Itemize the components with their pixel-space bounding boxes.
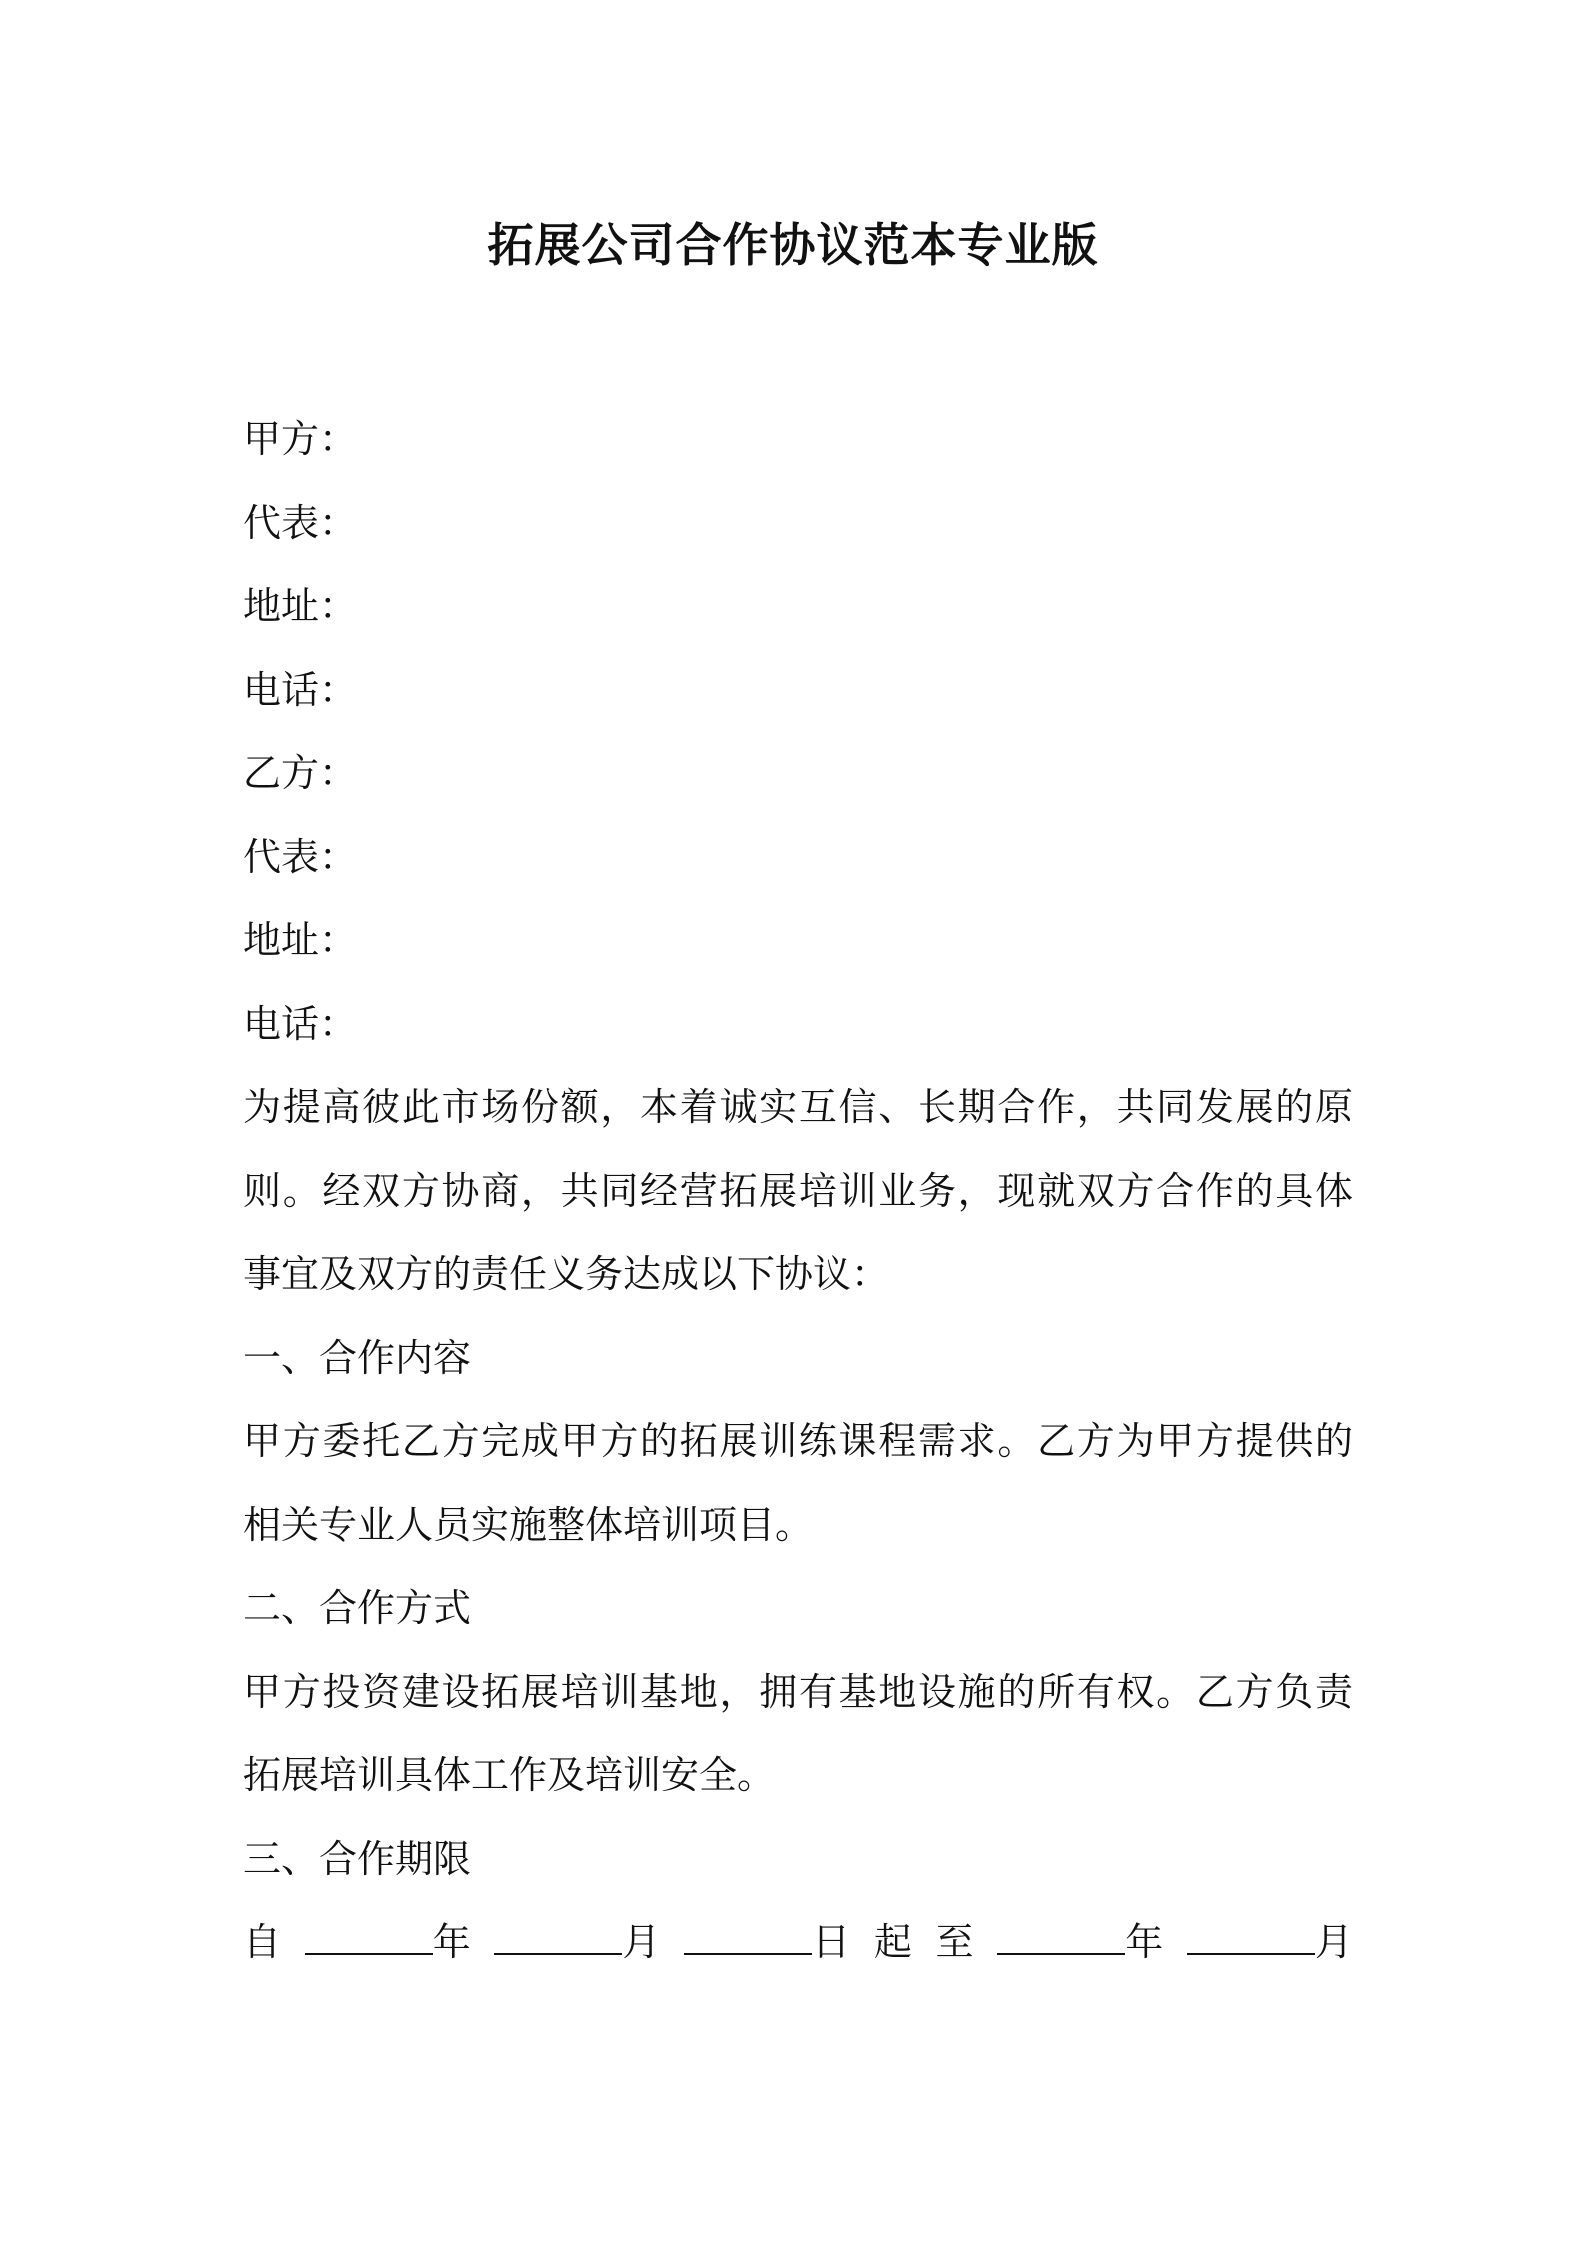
section-1-line: 甲方委托乙方完成甲方的拓展训练课程需求。乙方为甲方提供的 (243, 1419, 1353, 1463)
date-month-start (494, 1901, 660, 1985)
date-zhi: 至 (935, 1920, 974, 1964)
year-label: 年 (432, 1920, 471, 1964)
date-from: 自 (243, 1920, 282, 1964)
party-b-name-label: 乙方： (243, 751, 358, 795)
day-label: 日 (812, 1920, 851, 1964)
blank-line (684, 1923, 812, 1955)
date-month-end (1187, 1901, 1353, 1985)
date-qi: 起 (873, 1920, 912, 1964)
party-a-address-label: 地址： (243, 584, 358, 628)
intro-line: 为提高彼此市场份额，本着诚实互信、长期合作，共同发展的原 (243, 1085, 1353, 1129)
section-3-heading: 三、合作期限 (243, 1836, 472, 1881)
document-body (243, 398, 1353, 1985)
party-b-address-label: 地址： (243, 918, 358, 962)
party-b-phone-label: 电话： (243, 1001, 358, 1046)
blank-line (305, 1923, 433, 1955)
intro-line: 则。经双方协商，共同经营拓展培训业务，现就双方合作的具体 (243, 1168, 1353, 1213)
section-2-line: 拓展培训具体工作及培训安全。 (243, 1753, 776, 1797)
term-date-row (243, 1901, 1353, 1985)
section-2-line: 甲方投资建设拓展培训基地，拥有基地设施的所有权。乙方负责 (243, 1669, 1353, 1714)
month-label: 月 (622, 1920, 661, 1964)
month-label: 月 (1314, 1920, 1353, 1964)
year-label: 年 (1125, 1920, 1164, 1964)
party-a-rep-label: 代表： (243, 500, 358, 545)
party-b-rep-label: 代表： (243, 834, 358, 879)
party-a-name-label: 甲方： (243, 417, 358, 461)
date-year-start (305, 1901, 471, 1985)
blank-line (1187, 1923, 1315, 1955)
date-day-start (684, 1901, 850, 1985)
section-2-heading: 二、合作方式 (243, 1586, 472, 1630)
intro-line: 事宜及双方的责任义务达成以下协议： (243, 1252, 890, 1296)
section-1-heading: 一、合作内容 (243, 1335, 472, 1380)
blank-line (494, 1923, 622, 1955)
date-year-end (997, 1901, 1163, 1985)
section-1-line: 相关专业人员实施整体培训项目。 (243, 1502, 814, 1547)
party-a-phone-label: 电话： (243, 667, 358, 712)
blank-line (997, 1923, 1125, 1955)
document-title: 拓展公司合作协议范本专业版 (487, 218, 1099, 272)
